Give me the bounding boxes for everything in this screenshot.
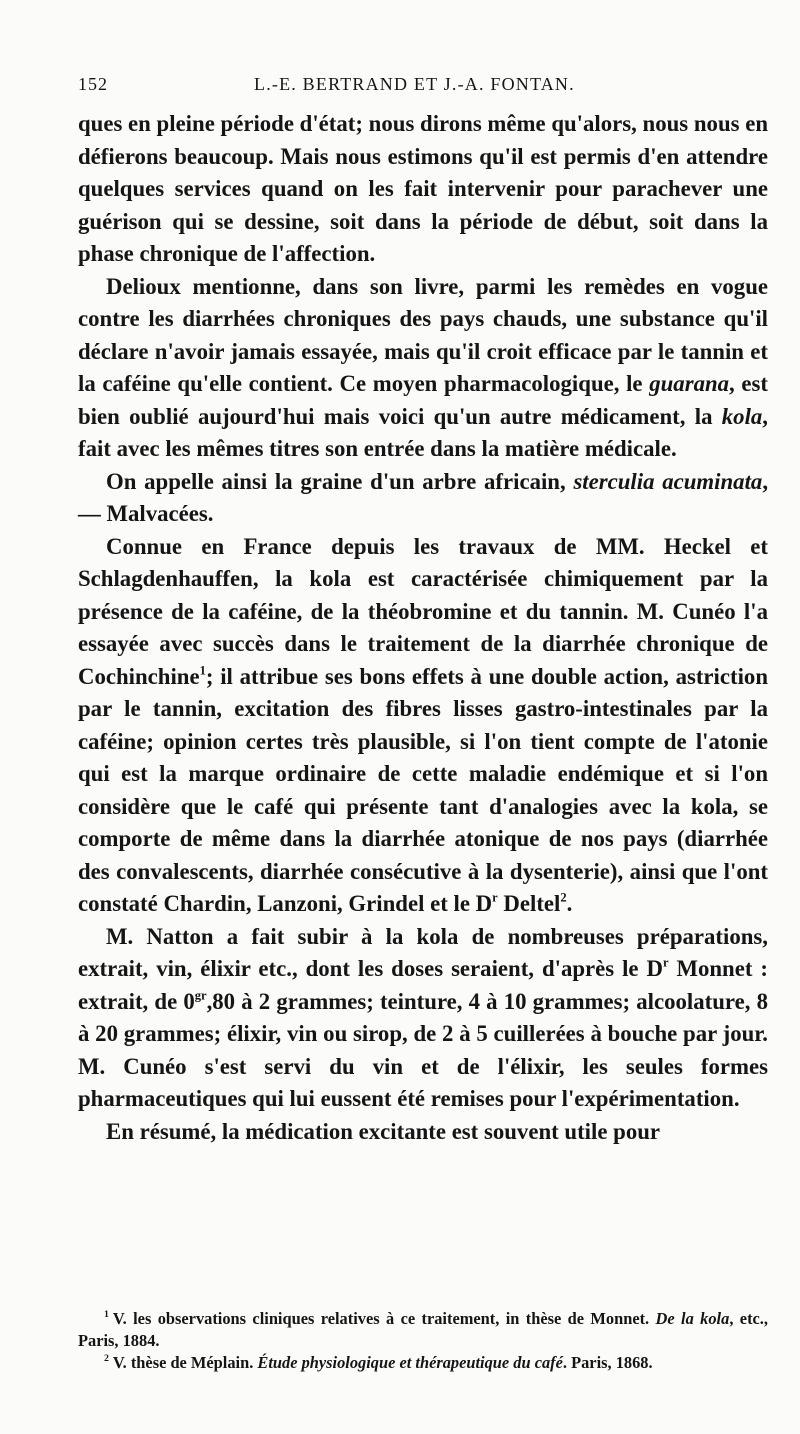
paragraph-6-text: En résumé, la médication excitante est souvent utile pour <box>106 1118 661 1144</box>
paragraph-4-text-b: ; il attribue ses bons effets à une double action, astriction par le tannin, excitation des fibres lisses gastro-intestinales par la caféine; opinion certes très plausible, si l'on tient compte de l'atonie qui est la marque ordinaire de cette maladie endémique et si l'on considère que le café qui présente tant d'analogies avec la kola, se comporte de même dans la diarrhée atonique de nos pays (diarrhée des convalescents, diarrhée consécutive à la dysenterie), ainsi que l'ont constaté Chardin, Lanzoni, Grindel et le D <box>78 663 768 916</box>
paragraph-4-text-a: Connue en France depuis les travaux de MM. Heckel et Schlagdenhauffen, la kola est caractérisée chimiquement par la présence de la caféine, de la théobromine et du tannin. M. Cunéo l'a essayée avec succès dans le traitement de la diarrhée chronique de Cochinchine <box>78 533 768 689</box>
body-text <box>78 108 768 1148</box>
term-guarana: guarana <box>649 371 730 396</box>
paragraph-2 <box>78 271 768 466</box>
doctor-abbrev: r <box>662 955 669 970</box>
running-title: L.-E. BERTRAND ET J.-A. FONTAN. <box>254 74 575 94</box>
paragraph-4 <box>78 531 768 921</box>
paragraph-2-text-c: , fait avec les mêmes titres son entrée dans la matière médicale. <box>78 403 768 461</box>
paragraph-3-text-b: , — Malvacées. <box>78 468 769 526</box>
footnote-ref-1: 1 <box>199 663 206 678</box>
paragraph-5 <box>78 921 768 1116</box>
footnote-1-text-a: V. les observations cliniques relatives à ce traitement, in thèse de Monnet. <box>112 1309 656 1328</box>
paragraph-4-text-c: Deltel <box>497 891 561 916</box>
paragraph-3-text-a: On appelle ainsi la graine d'un arbre africain, <box>106 468 574 494</box>
doctor-abbrev: r <box>492 890 498 905</box>
paragraph-1 <box>78 108 768 271</box>
footnote-ref-2: 2 <box>560 890 567 905</box>
footnote-1 <box>78 1308 768 1352</box>
paragraph-3 <box>78 466 768 531</box>
footnote-2 <box>78 1352 768 1374</box>
page-number: 152 <box>78 74 108 94</box>
paragraph-5-text-a: M. Natton a fait subir à la kola de nombreuses préparations, extrait, vin, élixir etc., dont les doses seraient, d'après le D <box>78 923 768 981</box>
paragraph-5-text-b: Monnet : extrait, de 0 <box>78 956 768 1014</box>
paragraph-2-text-a: Delioux mentionne, dans son livre, parmi les remèdes en vogue contre les diarrhées chroniques des pays chauds, une substance qu'il déclare n'avoir jamais essayée, mais qu'il croit efficace par le tannin et la caféine qu'elle contient. Ce moyen pharmacologique, le <box>78 273 768 396</box>
footnote-2-title: Étude physiologique et thérapeutique du café <box>257 1353 563 1372</box>
paragraph-4-text-d: . <box>566 891 573 916</box>
footnote-1-mark: 1 <box>104 1309 109 1321</box>
paragraph-5-text-c: ,80 à 2 grammes; teinture, 4 à 10 grammes; alcoolature, 8 à 20 grammes; élixir, vin ou sirop, de 2 à 5 cuillerées à bouche par jour. M. Cunéo s'est servi du vin et de l'élixir, les seules formes pharmaceutiques qui lui eussent été remises pour l'expérimentation. <box>78 988 769 1111</box>
footnote-2-mark: 2 <box>104 1353 109 1365</box>
paragraph-1-text: ques en pleine période d'état; nous dirons même qu'alors, nous nous en défierons beaucoup. Mais nous estimons qu'il est permis d'en attendre quelques services quand on les fait intervenir pour parachever une guérison qui se dessine, soit dans la période de début, soit dans la phase chronique de l'affection. <box>78 111 768 266</box>
running-head <box>78 74 768 102</box>
footnote-2-text-a: V. thèse de Méplain. <box>112 1353 258 1372</box>
term-sterculia: sterculia acuminata <box>573 468 763 494</box>
footnote-2-text-b: . Paris, 1868. <box>562 1353 653 1372</box>
paragraph-2-text-b: , est bien oublié aujourd'hui mais voici qu'un autre médicament, la <box>78 371 768 429</box>
gram-abbrev: gr <box>194 988 207 1003</box>
paragraph-6 <box>78 1116 768 1149</box>
footnotes <box>78 1308 768 1374</box>
term-kola: kola <box>721 403 763 429</box>
footnote-1-title: De la kola <box>655 1309 730 1328</box>
footnote-1-text-b: , etc., Paris, 1884. <box>78 1309 768 1350</box>
